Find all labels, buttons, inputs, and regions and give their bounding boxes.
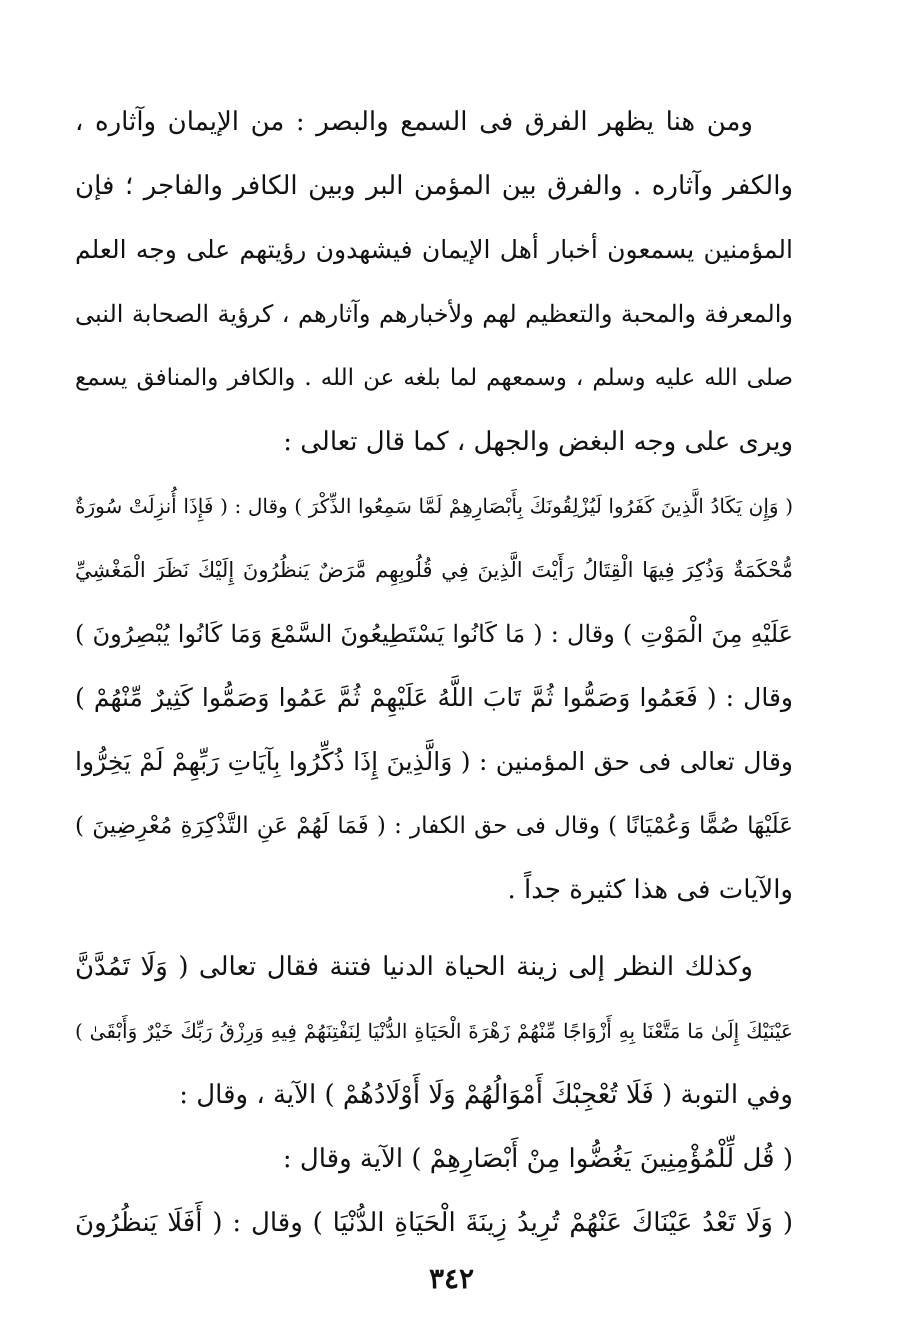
text-line: صلى الله عليه وسلم ، وسمعهم لما بلغه عن الله . والكافر والمنافق يسمع — [75, 365, 793, 391]
paragraph-worldly-adornment — [75, 935, 793, 1255]
quran-verse-line: ( وَلَا تَعْدُ عَيْنَاكَ عَنْهُمْ تُرِيدُ زِينَةَ الْحَيَاةِ الدُّنْيَا ) وقال : ( أَفَلَا يَنظُرُونَ — [75, 1208, 793, 1238]
quran-verse-line: وقال تعالى فى حق المؤمنين : ( وَالَّذِينَ إِذَا ذُكِّرُوا بِآيَاتِ رَبِّهِمْ لَمْ يَخِرُّوا — [75, 747, 793, 776]
text-line: ومن هنا يظهر الفرق فى السمع والبصر : من الإيمان وآثاره ، — [75, 107, 753, 137]
text-line: والآيات فى هذا كثيرة جداً . — [507, 875, 793, 905]
text-line: والمعرفة والمحبة والتعظيم لهم ولأخبارهم وآثارهم ، كرؤية الصحابة النبى — [75, 300, 793, 328]
text-line: والكفر وآثاره . والفرق بين المؤمن البر وبين الكافر والفاجر ؛ فإن — [75, 171, 793, 201]
quran-verse-line: مُّحْكَمَةٌ وَذُكِرَ فِيهَا الْقِتَالُ رَأَيْتَ الَّذِينَ فِي قُلُوبِهِم مَّرَضٌ يَنظُرُونَ إِلَيْكَ نَظَرَ الْمَغْشِيِّ — [75, 558, 793, 582]
text-line: المؤمنين يسمعون أخبار أهل الإيمان فيشهدون رؤيتهم على وجه العلم — [75, 235, 793, 264]
quran-verse-line: عَيْنَيْكَ إِلَىٰ مَا مَتَّعْنَا بِهِ أَزْوَاجًا مِّنْهُمْ زَهْرَةَ الْحَيَاةِ الدُّنْيَا لِنَفْتِنَهُمْ فِيهِ وَرِزْقُ رَبِّكَ خَيْرٌ وَأَبْقَىٰ ) — [75, 1019, 793, 1043]
paragraph-hearing-sight — [75, 90, 793, 922]
quran-verse-line: ( قُل لِّلْمُؤْمِنِينَ يَغُضُّوا مِنْ أَبْصَارِهِمْ ) الآية وقال : — [282, 1144, 793, 1174]
quran-verse-line: وقال : ( فَعَمُوا وَصَمُّوا ثُمَّ تَابَ اللَّهُ عَلَيْهِمْ ثُمَّ عَمُوا وَصَمُّوا كَثِيرٌ مِّنْهُمْ ) — [75, 683, 793, 712]
text-line: وفي التوبة ( فَلَا تُعْجِبْكَ أَمْوَالُهُمْ وَلَا أَوْلَادُهُمْ ) الآية ، وقال : — [179, 1080, 793, 1110]
page-number: ٣٤٢ — [428, 1262, 475, 1295]
quran-verse-line: عَلَيْهَا صُمًّا وَعُمْيَانًا ) وقال فى حق الكفار : ( فَمَا لَهُمْ عَنِ التَّذْكِرَةِ مُعْرِضِينَ ) — [75, 813, 793, 839]
text-line: ويرى على وجه البغض والجهل ، كما قال تعالى : — [283, 427, 793, 457]
quran-verse-line: عَلَيْهِ مِنَ الْمَوْتِ ) وقال : ( مَا كَانُوا يَسْتَطِيعُونَ السَّمْعَ وَمَا كَانُوا يُبْصِرُونَ ) — [75, 620, 793, 648]
quran-verse-line: ( وَإِن يَكَادُ الَّذِينَ كَفَرُوا لَيُزْلِقُونَكَ بِأَبْصَارِهِمْ لَمَّا سَمِعُوا الذِّكْرَ ) وقال : ( فَإِذَا أُنزِلَتْ سُورَةٌ — [75, 494, 793, 518]
text-line: وكذلك النظر إلى زينة الحياة الدنيا فتنة فقال تعالى ( وَلَا تَمُدَّنَّ — [75, 952, 753, 982]
